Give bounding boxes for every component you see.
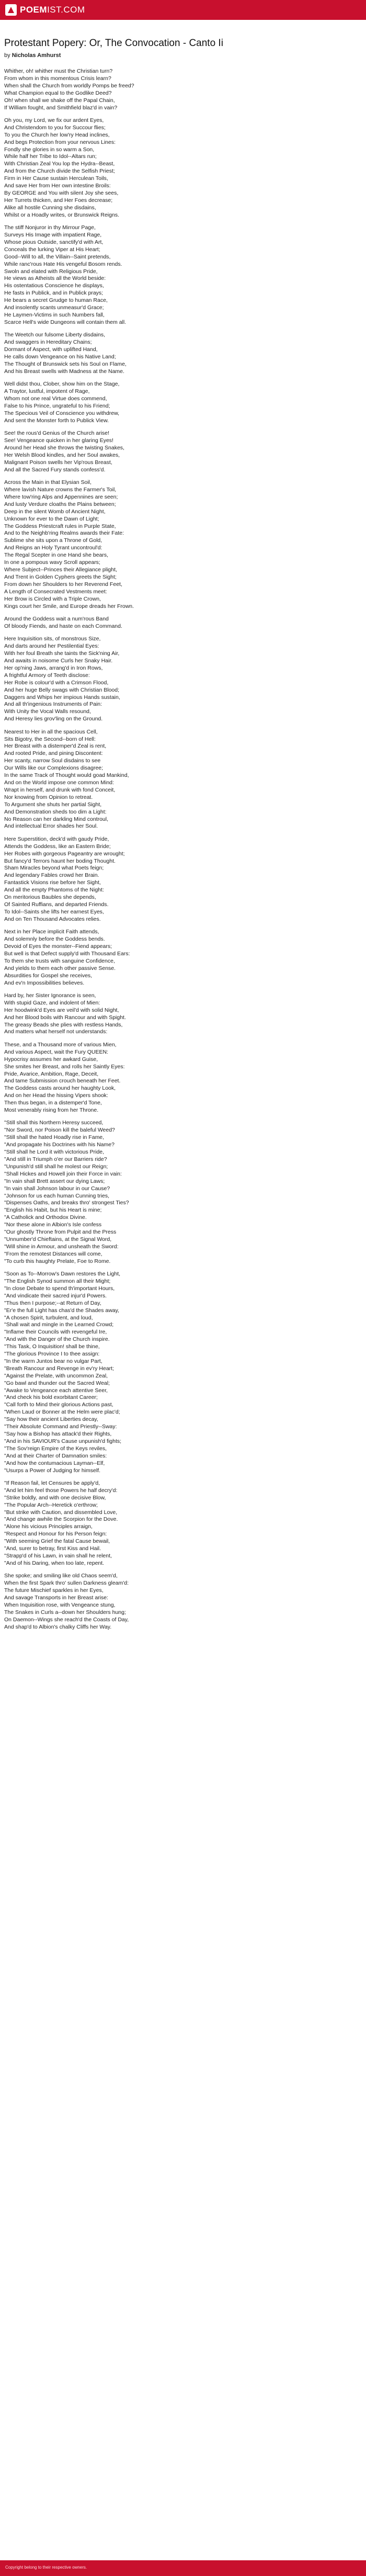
poem-line: And rooted Pride, and pining Discontent: [4, 750, 103, 757]
poem-line: "English his Habit, but his Heart is mine; [4, 1207, 102, 1214]
poem-line: To Idol--Saints she lifts her earnest Eyes, [4, 908, 104, 915]
poem-line: "And still in Triumph o'er our Barriers ride? [4, 1156, 107, 1162]
poem-line: Her Turrets thicken, and Her Foes decrease; [4, 197, 113, 204]
poem-line: Swoln and elated with Religious Pride, [4, 268, 98, 275]
poem-line: Sits Bigotry, the Second--born of Hell: [4, 736, 96, 742]
poem-stanza [4, 68, 360, 111]
poem-stanza [4, 836, 360, 923]
poem-line: "Alone his vicious Principles arraign, [4, 1523, 93, 1530]
poem-line: "Unnumber'd Chieftains, at the Signal Word, [4, 1236, 112, 1242]
poem-line: "To curb this haughty Prelate, Foe to Rome. [4, 1258, 111, 1264]
poem-line: Nor knowing from Opinion to retreat. [4, 794, 93, 800]
poem-line: Our Wills like our Complexions disagree; [4, 765, 104, 772]
poem-line: The Thought of Brunswick sets his Soul on Flame, [4, 360, 127, 367]
poem-line: And Heresy lies grov'ling on the Ground. [4, 716, 103, 722]
poem-line: The Goddess Priestcraft rules in Purple State, [4, 523, 116, 529]
poem-line: And lusty Verdure cloaths the Plains between; [4, 501, 116, 507]
poem-line: From down her Shoulders to her Reverend Feet, [4, 581, 122, 587]
poem-line: "A chosen Spirit, turbulent, and loud, [4, 1314, 93, 1321]
poem-line: Fondly she glories in so warm a Son, [4, 146, 95, 153]
poem-line: Fantastick Visions rise before her Sight, [4, 879, 101, 886]
poem-line: To you the Church her low'ry Head inclines, [4, 131, 110, 138]
poem-line: Where Subject--Princes their Allegiance plight, [4, 567, 117, 573]
poem-line: "Breath Rancour and Revenge in ev'ry Heart; [4, 1365, 115, 1372]
poem-line: "The Sov'reign Empire of the Keys reviles, [4, 1445, 107, 1452]
poem-line: Sham Miracles beyond what Poets feign; [4, 865, 104, 872]
poem-line: With her foul Breath she taints the Sick'ning Air, [4, 650, 120, 657]
poem-line: "This Task, O Inquisition! shall be thine, [4, 1343, 100, 1350]
poem-stanza [4, 381, 360, 424]
poem-line: His ostentatious Conscience he displays, [4, 283, 104, 289]
poem-line: "Soon as To--Morrow's Dawn restores the Light, [4, 1271, 121, 1278]
poem-line: And save Her from Her own intestine Broils: [4, 183, 111, 189]
poem-line: The Weetch our fulsome Liberty disdains, [4, 332, 105, 338]
poem-line: Whilst or a Hoadly writes, or Brunswick Reigns. [4, 211, 119, 218]
poem-line: Unknown for ever to the Dawn of Light; [4, 515, 99, 522]
poem-line: Whither, oh! whither must the Christian turn? [4, 68, 113, 74]
poem-line: Her Brow is Circled with a Triple Crown, [4, 595, 101, 602]
poem-line: And swaggers in Hereditary Chains; [4, 339, 92, 346]
poem-line: To Argument she shuts her partial Sight, [4, 801, 102, 808]
poem-line: "Strike boldly, and with one decisive Blow, [4, 1494, 106, 1501]
poem-line: "Inflame their Councils with revengeful Ire, [4, 1329, 107, 1336]
poem-line: What Champion equal to the Godlike Deed? [4, 89, 112, 96]
poem-line: If William fought, and Smithfield blaz'd in vain? [4, 104, 118, 111]
poem-line: "The glorious Province I to thee assign: [4, 1351, 100, 1358]
poem-line: While half her Tribe to Idol--Altars run; [4, 153, 97, 160]
poem-line: Attends the Goddess, like an Eastern Bride; [4, 843, 111, 850]
poem-line: "Call forth to Mind their glorious Actions past, [4, 1402, 113, 1408]
poem-line: When Inquisition rose, with Vengeance stung, [4, 1601, 116, 1608]
poem-line: Pride, Avarice, Ambition, Rage, Deceit, [4, 1070, 99, 1077]
poem-line: With Unity the Vocal Walls resound, [4, 708, 91, 715]
poem-line: And all the Sacred Fury stands confess'd. [4, 466, 106, 473]
poem-line: Kings court her Smile, and Europe dreads her Frown. [4, 603, 134, 609]
poem-line: "The Popular Arch--Heretick o'erthrow; [4, 1501, 98, 1508]
logo-text-light: IST.COM [47, 5, 85, 15]
poem-line: And solemnly before the Goddess bends. [4, 936, 105, 943]
poem-line: "If Reason fail, let Censures be apply'd, [4, 1479, 100, 1486]
poem-line: And ev'n Impossibilities believes. [4, 979, 85, 986]
poem-line: "Still shall this Northern Heresy succeed, [4, 1120, 104, 1126]
site-footer [0, 2560, 366, 2576]
poem-line: Surveys His Image with impatient Rage, [4, 232, 102, 239]
poem-line: Oh you, my Lord, we fix our ardent Eyes, [4, 117, 104, 123]
poem-line: "Thus then I purpose;--at Return of Day, [4, 1300, 101, 1306]
poem-line: Here Superstition, deck'd with gaudy Pride, [4, 835, 109, 842]
poem-line: "Still shall he Lord it with victorious Pride, [4, 1149, 105, 1156]
poem-line: When the first Spark thro' sullen Darkness gleam'd: [4, 1580, 129, 1587]
poem-stanza [4, 729, 360, 831]
poem-title: Protestant Popery: Or, The Convocation - Canto Ii [4, 38, 223, 49]
poem-line: Her op'ning Jaws, arrang'd in Iron Rows, [4, 664, 103, 671]
poem-line: See! the rous'd Genius of the Church arise! [4, 430, 110, 437]
poem-line: Wrapt in herself, and drunk with fond Conceit, [4, 786, 116, 793]
poem-line: "When Laud or Bonner at the Helm were plac'd; [4, 1409, 120, 1416]
poem-byline [4, 52, 61, 59]
poem-stanza [4, 1120, 360, 1265]
poem-line: Firm in Her Cause sustain Herculean Toils, [4, 175, 108, 182]
poem-stanza [4, 992, 360, 1036]
poem-line: She spoke; and smiling like old Chaos seem'd, [4, 1573, 118, 1579]
poem-stanza [4, 332, 360, 375]
copyright-text: Copyright belong to their respective owners. [5, 2565, 87, 2570]
poem-line: See! Vengeance quicken in her glaring Eyes! [4, 437, 113, 444]
poem-line: Most venerably rising from her Throne. [4, 1107, 99, 1114]
poem-line: But fancy'd Terrors haunt her boding Thought. [4, 857, 116, 864]
poem-line: He Laymen-Victims in such Numbers fall, [4, 312, 105, 318]
poem-line: "Shall wait and mingle in the Learned Crowd; [4, 1321, 114, 1328]
poem-line: Here Inquisition sits, of monstrous Size, [4, 636, 101, 642]
poem-line: By GEORGE and You with silent Joy she sees, [4, 190, 119, 196]
author-name[interactable]: Nicholas Amhurst [12, 52, 61, 59]
poem-line: Around her Head she throws the twisting Snakes, [4, 445, 124, 451]
poem-line: Of Sainted Ruffians, and departed Friends. [4, 901, 109, 908]
poem-line: He fasts in Publick, and in Publick prays; [4, 290, 104, 297]
poem-line: "But strike with Caution, and dissembled Love, [4, 1509, 118, 1516]
poem-line: Alike all hostile Cunning she disdains, [4, 204, 96, 211]
poem-line: "Respect and Honour for his Person feign: [4, 1531, 107, 1538]
poem-stanza [4, 616, 360, 630]
poem-line: And Trent in Golden Cyphers greets the Sight; [4, 573, 117, 580]
poem-line: And legendary Fables crowd her Brain. [4, 872, 99, 879]
poem-line: With Christian Zeal You lop the Hydra--Beast, [4, 161, 115, 167]
poem-line: "Say how a Bishop has attack'd their Rights, [4, 1431, 112, 1437]
poem-line: And matters what herself not understands: [4, 1029, 108, 1035]
poem-line: "And change awhile the Scorpion for the Dove. [4, 1516, 118, 1523]
poem-line: Oh! when shall we shake off the Papal Chain, [4, 97, 115, 104]
poem-stanza [4, 1271, 360, 1474]
poem-body [4, 68, 360, 1636]
site-header [0, 0, 366, 20]
poem-stanza [4, 929, 360, 987]
poem-line: "And, surer to betray, first Kiss and Hail. [4, 1545, 101, 1552]
poem-stanza [4, 1480, 360, 1567]
poem-line: "Nor these alone in Albion's Isle confess [4, 1222, 102, 1228]
poem-line: The future Mischief sparkles in her Eyes, [4, 1587, 104, 1594]
poem-line: "Dispenses Oaths, and breaks thro' strongest Ties? [4, 1200, 129, 1206]
poem-line: "In close Debate to spend th'important Hours, [4, 1285, 115, 1292]
poem-line: And intellectual Error shades her Soul. [4, 823, 98, 830]
poem-line: Where lavish Nature crowns the Farmer's Toil, [4, 487, 117, 493]
poem-line: "Johnson for us each human Cunning tries, [4, 1192, 110, 1199]
poem-line: Deep in the silent Womb of Ancient Night, [4, 508, 106, 515]
poem-line: He bears a secret Grudge to human Race, [4, 297, 108, 304]
poem-line: On meritorious Baubles she depends, [4, 894, 96, 901]
poem-line: "Unpunish'd still shall he molest our Reign; [4, 1163, 108, 1170]
poem-line: "Er'e the full Light has chas'd the Shades away, [4, 1307, 120, 1314]
poem-line: When shall the Church from worldly Pomps be freed? [4, 82, 134, 89]
poem-line: "And let him feel those Powers he half decry'd: [4, 1487, 118, 1494]
poem-line: On Daemon--Wings she reach'd the Coasts of Day, [4, 1616, 129, 1623]
poem-line: "Their Absolute Command and Priestly--Sway: [4, 1423, 117, 1430]
poem-stanza [4, 636, 360, 723]
poem-line: "And in his SAVIOUR's Cause unpunish'd fights; [4, 1438, 122, 1444]
poem-line: "And vindicate their sacred injur'd Powers. [4, 1292, 107, 1299]
poem-line: "And at their Charter of Damnation smiles: [4, 1452, 107, 1459]
poem-line: Good--Will to all, the Villain--Saint pretends, [4, 253, 111, 260]
poem-line: And tame Submission crouch beneath her Feet. [4, 1078, 121, 1084]
poem-line: With stupid Gaze, and indolent of Mien: [4, 999, 100, 1006]
poem-line: Her hoodwink'd Eyes are veil'd with solid Night, [4, 1007, 119, 1013]
poem-line: "In the warm Juntos bear no vulgar Part, [4, 1358, 102, 1364]
poem-line: And his Breast swells with Madness at the Name. [4, 368, 124, 375]
poem-line: And all th'ingenious Instruments of Pain: [4, 701, 102, 708]
poem-line: Her Welsh Blood kindles, and her Soul awakes, [4, 451, 120, 458]
poem-line: No Reason can her darkling Mind controul, [4, 816, 109, 822]
poem-line: And on the World impose one common Mind: [4, 779, 114, 786]
poem-line: And to the Neighb'ring Realms awards their Fate: [4, 530, 124, 537]
poem-line: "And with the Danger of the Church inspire. [4, 1336, 110, 1343]
poem-line: Her Robe is colour'd with a Crimson Flood, [4, 679, 109, 686]
poem-line: Well didst thou, Clober, show him on the Stage, [4, 381, 120, 388]
poem-line: While ranc'rous Hate His vengeful Bosom rends. [4, 261, 122, 267]
poem-line: She smites her Breast, and rolls her Saintly Eyes: [4, 1063, 125, 1070]
poem-line: Whom not one real Virtue does commend, [4, 396, 107, 402]
poem-line: Her Breast with a distemper'd Zeal is rent, [4, 743, 107, 750]
poem-line: False to his Prince, ungrateful to his Friend; [4, 402, 110, 409]
poem-line: A frightful Armory of Teeth disclose: [4, 672, 90, 679]
poem-line: And insolently scants unmeasur'd Grace; [4, 304, 104, 311]
poem-line: "With seeming Grief the fatal Cause bewail, [4, 1538, 110, 1545]
poem-line: And on her Head the hissing Vipers shook: [4, 1092, 108, 1099]
poem-line: And her huge Belly swags with Christian Blood; [4, 686, 120, 693]
poem-stanza [4, 479, 360, 610]
poem-line: Absurdities for Gospel she receives, [4, 972, 93, 979]
byline-prefix: by [4, 52, 10, 59]
poem-line: In the same Track of Thought would goad Mankind, [4, 772, 129, 779]
poem-line: Devoid of Eyes the monster--Fiend appears; [4, 943, 112, 950]
poem-stanza [4, 1573, 360, 1631]
poem-line: Across the Main in that Elysian Soil, [4, 479, 92, 486]
poem-line: But well is that Defect supply'd with Thousand Ears: [4, 950, 130, 957]
poem-line: Whose pious Outside, sanctify'd with Art, [4, 239, 104, 245]
poem-stanza [4, 224, 360, 326]
poem-line: And from the Church divide the Selfish Priest; [4, 168, 115, 175]
poem-line: And shap'd to Albion's chalky Cliffs her Way. [4, 1623, 112, 1630]
poem-line: The Regal Scepter in one Hand she bears, [4, 552, 109, 559]
poem-line: "Strapp'd of his Lawn, in vain shall he relent, [4, 1553, 112, 1559]
poem-line: "Against the Prelate, with uncommon Zeal, [4, 1372, 108, 1379]
poem-stanza [4, 117, 360, 219]
poem-stanza [4, 430, 360, 473]
poem-line: A Traytor, lustful, impotent of Rage, [4, 388, 90, 395]
poem-line: And darts around her Pestilential Eyes: [4, 643, 99, 650]
poem-line: He calls down Vengeance on his Native Land; [4, 354, 116, 360]
poem-line: "Say how their ancient Liberties decay, [4, 1416, 98, 1423]
poem-line: Next in her Place implicit Faith attends, [4, 929, 99, 935]
poem-line: "A Catholick and Orthodox Divine. [4, 1214, 87, 1221]
poem-line: Hypocrisy assumes her awkard Guise, [4, 1056, 98, 1063]
poem-line: The stiff Nonjuror in thy Mirrour Page, [4, 224, 96, 231]
site-logo[interactable] [5, 4, 85, 16]
poem-line: To them she trusts with sanguine Confidence, [4, 957, 115, 964]
poem-line: And her Blood boils with Rancour and with Spight. [4, 1014, 126, 1021]
poem-line: And various Aspect, wait the Fury QUEEN: [4, 1048, 108, 1055]
poem-line: Her scanty, narrow Soul disdains to see [4, 758, 101, 764]
poem-line: Daggers and Whips her impious Hands sustain, [4, 694, 120, 701]
poem-line: And awaits in noisome Curls her Snaky Hair. [4, 657, 113, 664]
poem-line: Nearest to Her in all the spacious Cell, [4, 728, 98, 735]
poem-line: "Usurps a Power of Judging for himself. [4, 1467, 101, 1474]
poem-line: "In vain shall Brett assert our dying Laws; [4, 1178, 105, 1184]
poem-line: Her Robes with gorgeous Pageantry are wrought; [4, 850, 125, 857]
poem-line: "Awake to Vengeance each attentive Seer, [4, 1387, 108, 1394]
poem-line: The greasy Beads she plies with restless Hands, [4, 1021, 123, 1028]
poem-line: "Our ghostly Throne from Pulpit and the Press [4, 1229, 117, 1236]
poem-line: And Demonstration sheds too dim a Light: [4, 808, 107, 815]
logo-text-strong: POEM [20, 5, 48, 15]
poem-line: "Go bawl and thunder out the Sacred Weal; [4, 1380, 110, 1386]
poem-line: "Nor Sword, nor Poison kill the baleful Weed? [4, 1127, 115, 1134]
poem-line: And on Ten Thousand Advocates relies. [4, 916, 101, 922]
poem-line: "From the remotest Distances will come, [4, 1250, 102, 1257]
poem-line: "And how the contumacious Layman--Elf, [4, 1460, 105, 1466]
poem-line: Around the Goddess wait a num'rous Band [4, 615, 109, 622]
poem-line: And Reigns an Holy Tyrant uncontroul'd: [4, 545, 102, 551]
poem-line: And savage Transports in her Breast arise: [4, 1595, 109, 1601]
poem-line: The Snakes in Curls a--down her Shoulders hung; [4, 1609, 126, 1615]
poem-line: And yields to them each other passive Sense. [4, 965, 116, 971]
poem-line: The Specious Veil of Conscience you withdrew, [4, 410, 120, 416]
poem-line: "And propagate his Doctrines with his Name? [4, 1142, 115, 1148]
poem-line: These, and a Thousand more of various Mien, [4, 1041, 117, 1048]
poem-line: "And check his bold exorbitant Career; [4, 1394, 98, 1401]
poem-line: He views as Atheists all the World beside: [4, 275, 106, 282]
poem-line: Malignant Poison swells her Vip'rous Breast, [4, 459, 112, 466]
poem-line: "Still shall the hated Hoadly rise in Fame, [4, 1134, 105, 1141]
poem-line: "Shall Hickes and Howell join their Force in vain: [4, 1170, 122, 1177]
poem-line: Conceals the lurking Viper at His Heart; [4, 246, 100, 253]
poem-line: The Goddess casts around her haughty Look, [4, 1085, 116, 1092]
poem-line: A Length of Consecrated Vestments meet: [4, 588, 107, 595]
poem-line: Dormant of Aspect, with uplifted Hand, [4, 346, 98, 353]
poem-line: Hard by, her Sister Ignorance is seen, [4, 992, 96, 999]
poem-line: And all the empty Phantoms of the Night: [4, 887, 104, 894]
poem-line: Then thus began, in a distemper'd Tone, [4, 1100, 102, 1106]
poem-line: And Christendom to you for Succour flies; [4, 124, 106, 131]
poem-line: Of bloody Fiends, and haste on each Command. [4, 623, 122, 629]
poem-line: In one a pompous wavy Scroll appears; [4, 559, 100, 566]
poem-line: Sublime she sits upon a Throne of Gold, [4, 537, 102, 544]
poem-line: Where tow'ring Alps and Appennines are seen; [4, 493, 118, 500]
poem-stanza [4, 1042, 360, 1114]
logo-mark-icon [5, 4, 17, 16]
poem-line: "In vain shall Johnson labour in our Cause? [4, 1185, 110, 1192]
poem-line: From whom in this momentous Crisis learn? [4, 75, 111, 82]
poem-line: "The English Synod summon all their Might; [4, 1278, 111, 1284]
poem-line: And begs Protection from your nervous Lines: [4, 139, 116, 145]
poem-line: Scarce Hell's wide Dungeons will contain them all. [4, 319, 127, 325]
poem-line: And sent the Monster forth to Publick View. [4, 417, 109, 424]
poem-line: "Will shine in Armour, and unsheath the Sword: [4, 1243, 119, 1250]
poem-line: "And of his Daring, when too late, repent. [4, 1560, 105, 1566]
